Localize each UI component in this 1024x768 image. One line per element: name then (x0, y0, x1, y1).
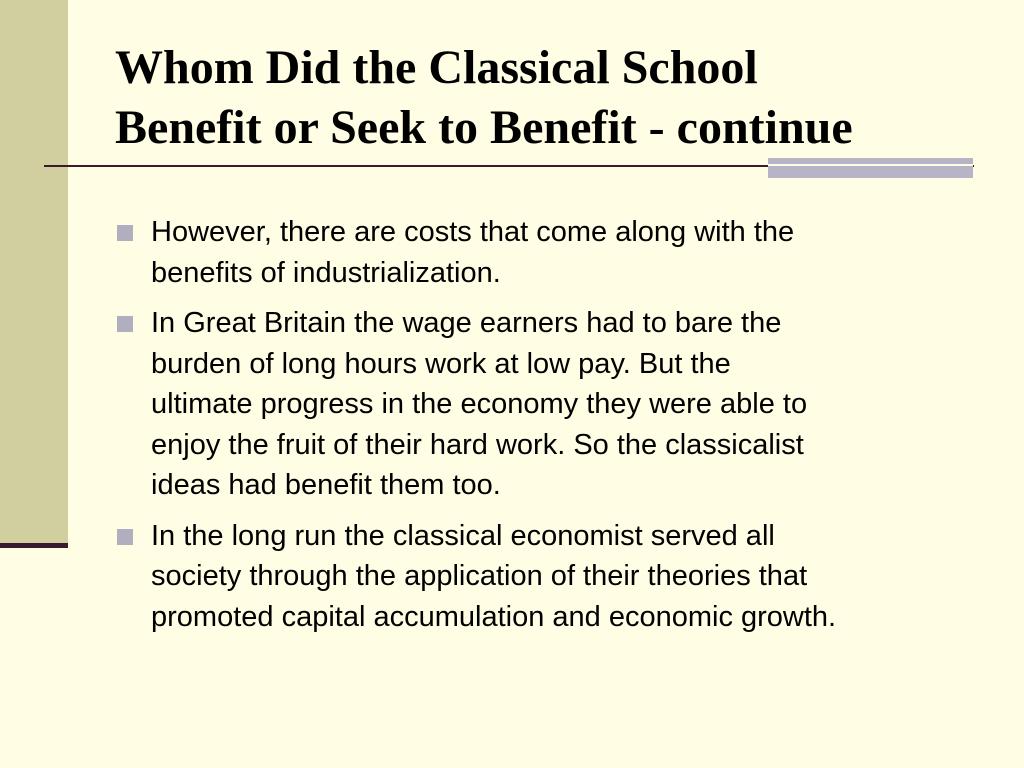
bullet-list (115, 212, 975, 647)
square-bullet-icon (117, 225, 133, 241)
bullet-line: ultimate progress in the economy they were able to (151, 388, 808, 420)
bullet-line: However, there are costs that come along with the (151, 216, 795, 248)
bullet-line: benefits of industrialization. (151, 256, 501, 289)
bullet-line: burden of long hours work at low pay. But the (151, 347, 731, 380)
left-band-rule (0, 543, 68, 548)
left-decorative-band (0, 0, 68, 548)
bullet-line: promoted capital accumulation and economic growth. (151, 600, 837, 633)
title-line-2: Benefit or Seek to Benefit - continue (115, 101, 853, 154)
bullet-line: In Great Britain the wage earners had to bare the (151, 307, 782, 339)
bullet-item (115, 516, 975, 638)
bullet-item (115, 303, 975, 506)
slide-title (115, 38, 995, 158)
bullet-line: In the long run the classical economist served all (151, 519, 775, 552)
title-accent-bar (768, 158, 973, 178)
square-bullet-icon (117, 529, 133, 545)
bullet-item (115, 212, 975, 293)
bullet-line: enjoy the fruit of their hard work. So the classicalist (151, 428, 804, 461)
title-line-1: Whom Did the Classical School (115, 41, 758, 94)
bullet-line: society through the application of their theories that (151, 560, 808, 592)
square-bullet-icon (117, 316, 133, 332)
bullet-line: ideas had benefit them too. (151, 469, 501, 501)
